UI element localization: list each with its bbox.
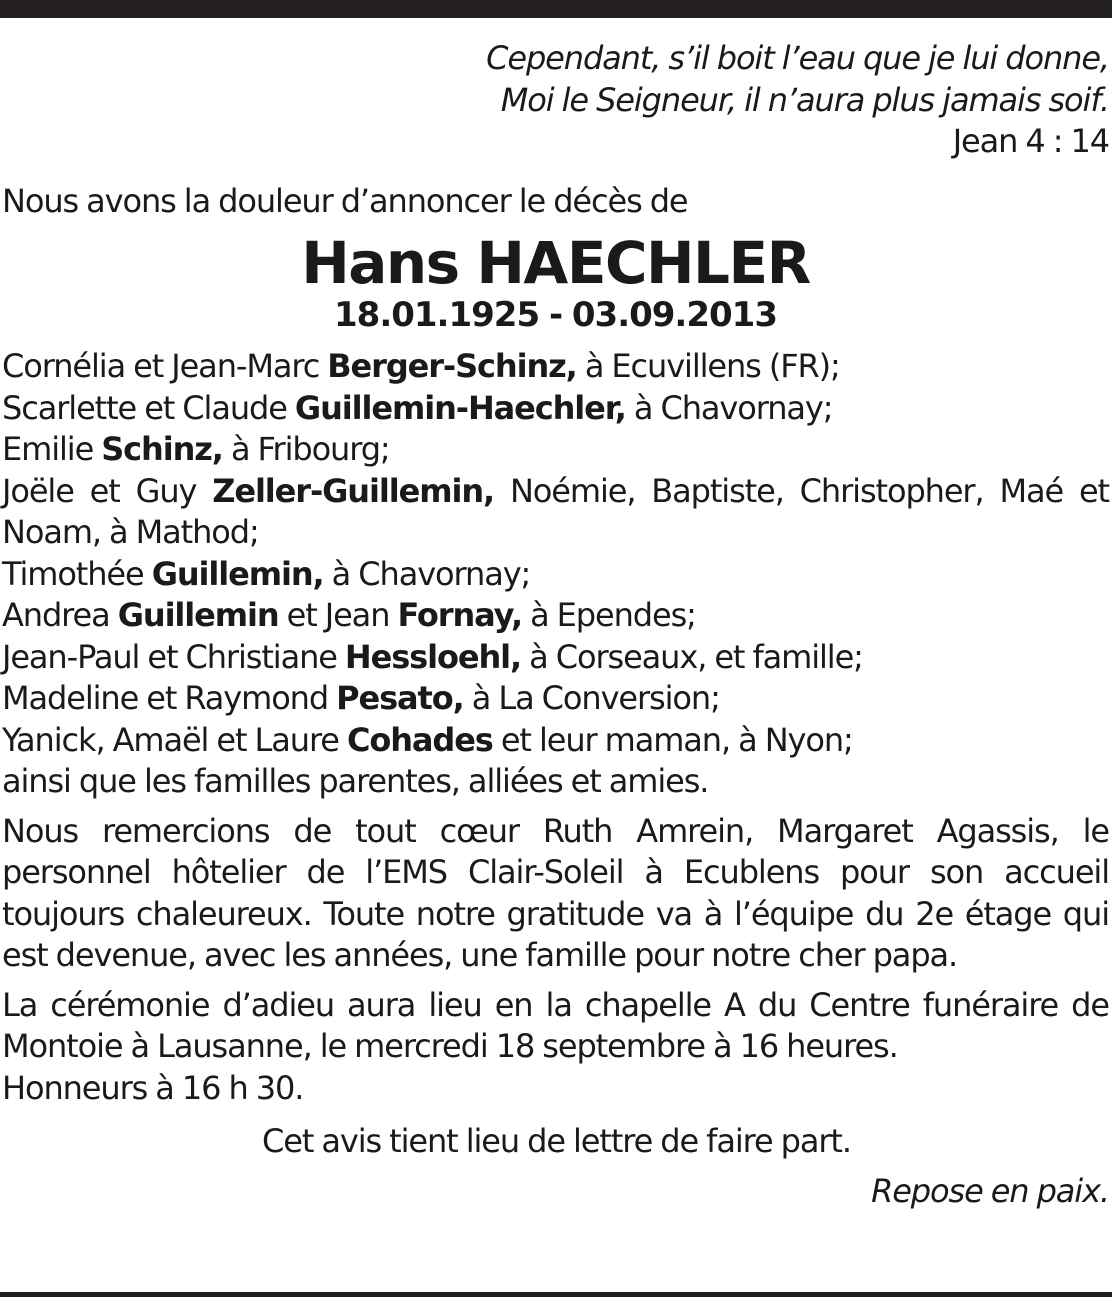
family-line: Madeline et Raymond Pesato, à La Conversion;	[2, 679, 720, 717]
notice-text: Cet avis tient lieu de lettre de faire part.	[262, 1122, 851, 1160]
obituary-notice	[2, 38, 1109, 1212]
verse-line-1: Cependant, s’il boit l’eau que je lui donne,	[486, 39, 1109, 77]
deceased-name: Hans HAECHLER	[301, 229, 810, 297]
family-line: Joële et Guy Zeller-Guillemin, Noémie, Baptiste, Christopher, Maé et Noam, à Mathod;	[2, 471, 1109, 551]
family-line: Cornélia et Jean-Marc Berger-Schinz, à Ecuvillens (FR);	[2, 347, 840, 385]
announcement-intro: Nous avons la douleur d’annoncer le décès de	[2, 181, 688, 220]
family-line: Yanick, Amaël et Laure Cohades et leur maman, à Nyon;	[2, 720, 853, 759]
family-line: Emilie Schinz, à Fribourg;	[2, 430, 390, 468]
ceremony-text: La cérémonie d’adieu aura lieu en la chapelle A du Centre funéraire de Montoie à Lausanne, le mercredi 18 septembre à 16 heures.	[2, 985, 1109, 1065]
family-line: Jean-Paul et Christiane Hessloehl, à Corseaux, et famille;	[2, 637, 863, 676]
verse-line-2: Moi le Seigneur, il n’aura plus jamais soif.	[500, 80, 1109, 119]
verse-reference: Jean 4 : 14	[952, 122, 1109, 160]
family-closing: ainsi que les familles parentes, alliées et amies.	[2, 762, 709, 800]
farewell-text: Repose en paix.	[871, 1171, 1109, 1210]
family-line: Scarlette et Claude Guillemin-Haechler, à Chavornay;	[2, 388, 833, 427]
honours-text: Honneurs à 16 h 30.	[2, 1068, 304, 1107]
family-list	[2, 346, 1109, 803]
top-rule	[0, 0, 1112, 18]
deceased-dates: 18.01.1925 - 03.09.2013	[334, 295, 777, 335]
family-line: Andrea Guillemin et Jean Fornay, à Ependes;	[2, 596, 696, 634]
bible-verse	[2, 38, 1109, 163]
thanks-paragraph: Nous remercions de tout cœur Ruth Amrein, Margaret Agassis, le personnel hôtelier de l’EMS Clair-Soleil à Ecublens pour son accueil toujours chaleureux. Toute notre gratitude va à l’équipe du 2e étage qui est devenue, avec les années, une famille pour notre cher papa.	[2, 811, 1109, 974]
family-line: Timothée Guillemin, à Chavornay;	[2, 554, 531, 593]
ceremony-paragraph	[2, 985, 1109, 1110]
bottom-rule	[0, 1292, 1112, 1297]
